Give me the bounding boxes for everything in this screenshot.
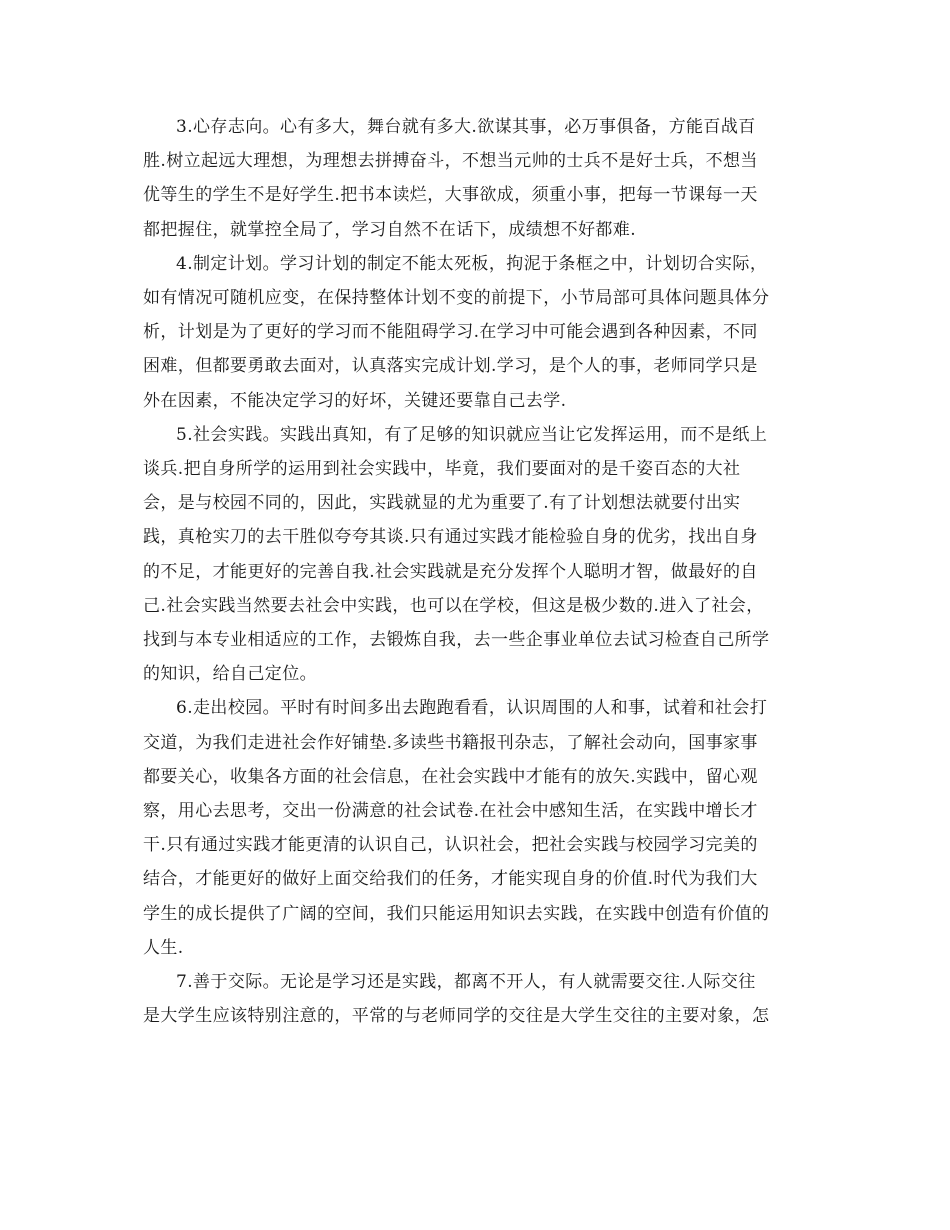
text-line: 困难，但都要勇敢去面对，认真落实完成计划.学习，是个人的事，老师同学只是 [143, 356, 758, 377]
text-line: 察，用心去思考，交出一份满意的社会试卷.在社会中感知生活，在实践中增长才 [143, 801, 758, 822]
text-line: 6.走出校园。平时有时间多出去跑跑看看，认识周围的人和事，试着和社会打 [176, 698, 768, 719]
text-line: 3.心存志向。心有多大，舞台就有多大.欲谋其事，必万事俱备，方能百战百 [176, 117, 756, 137]
paragraph-6 [143, 691, 809, 965]
text-line: 如有情况可随机应变，在保持整体计划不变的前提下，小节局部可具体问题具体分 [143, 288, 770, 309]
text-line: 4.制定计划。学习计划的制定不能太死板，拘泥于条框之中，计划切合实际， [176, 253, 768, 274]
text-line: 都把握住，就掌控全局了，学习自然不在话下，成绩想不好都难. [143, 219, 637, 240]
text-line: 的不足，才能更好的完善自我.社会实践就是充分发挥个人聪明才智，做最好的自 [143, 561, 758, 582]
text-line: 析，计划是为了更好的学习而不能阻碍学习.在学习中可能会遇到各种因素，不同 [143, 322, 758, 343]
paragraph-5 [143, 418, 809, 692]
text-line: 胜.树立起远大理想，为理想去拼搏奋斗，不想当元帅的士兵不是好士兵，不想当 [143, 151, 758, 172]
text-line: 外在因素，不能决定学习的好坏，关键还要靠自己去学. [143, 390, 567, 411]
text-line: 谈兵.把自身所学的运用到社会实践中，毕竟，我们要面对的是千姿百态的大社 [143, 459, 741, 480]
paragraph-7 [143, 965, 809, 1033]
text-line: 7.善于交际。无论是学习还是实践，都离不开人，有人就需要交往.人际交往 [176, 972, 756, 993]
text-line: 己.社会实践当然要去社会中实践，也可以在学校，但这是极少数的.进入了社会， [143, 595, 764, 616]
text-line: 学生的成长提供了广阔的空间，我们只能运用知识去实践，在实践中创造有价值的 [143, 903, 770, 924]
text-line: 是大学生应该特别注意的，平常的与老师同学的交往是大学生交往的主要对象，怎 [143, 1006, 770, 1027]
text-line: 优等生的学生不是好学生.把书本读烂，大事欲成，须重小事，把每一节课每一天 [143, 185, 758, 206]
paragraph-3 [143, 110, 809, 247]
text-line: 结合，才能更好的做好上面交给我们的任务，才能实现自身的价值.时代为我们大 [143, 869, 758, 890]
text-line: 都要关心，收集各方面的社会信息，在社会实践中才能有的放矢.实践中，留心观 [143, 766, 758, 787]
text-line: 人生. [143, 937, 184, 958]
text-line: 的知识，给自己定位。 [143, 664, 317, 685]
text-line: 交道，为我们走进社会作好铺垫.多读些书籍报刊杂志，了解社会动向，国事家事 [143, 732, 758, 753]
text-line: 干.只有通过实践才能更清的认识自己，认识社会，把社会实践与校园学习完美的 [143, 835, 758, 856]
document-body [143, 110, 809, 1033]
text-line: 会，是与校园不同的，因此，实践就显的尤为重要了.有了计划想法就要付出实 [143, 493, 741, 514]
text-line: 5.社会实践。实践出真知，有了足够的知识就应当让它发挥运用，而不是纸上 [176, 424, 768, 445]
paragraph-4 [143, 247, 809, 418]
text-line: 践，真枪实刀的去干胜似夸夸其谈.只有通过实践才能检验自身的优劣，找出自身 [143, 527, 758, 548]
text-line: 找到与本专业相适应的工作，去锻炼自我，去一些企事业单位去试习检查自己所学 [143, 630, 770, 651]
